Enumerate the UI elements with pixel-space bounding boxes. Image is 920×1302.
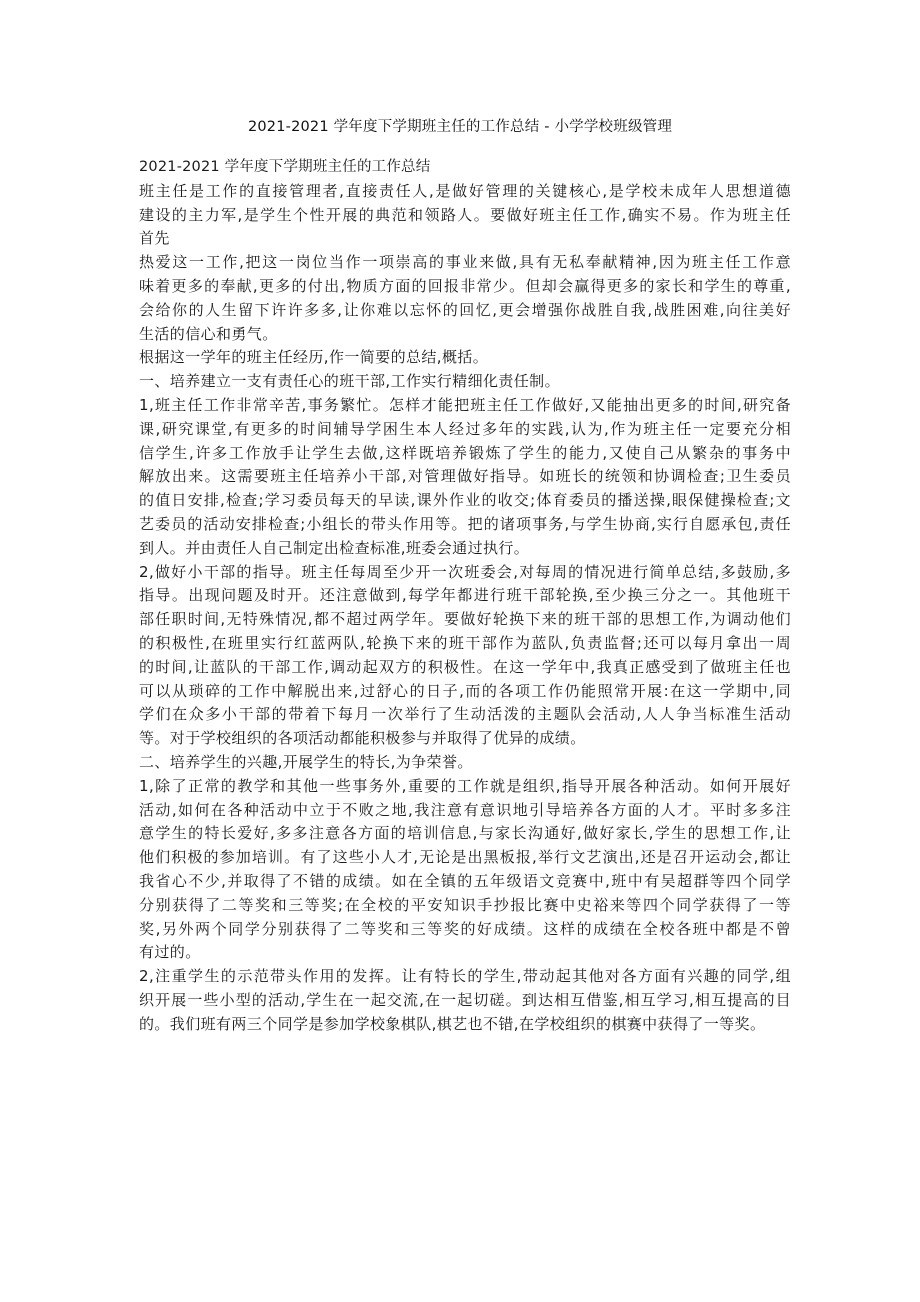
text-line: 学们在众多小干部的带着下每月一次举行了生动活泼的主题队会活动,人人争当标准生活动 bbox=[139, 705, 791, 724]
text-line: 有过的。 bbox=[139, 943, 201, 962]
text-line: 指导。出现问题及时开。还注意做到,每学年都进行班干部轮换,至少换三分之一。其他班干 bbox=[139, 586, 791, 605]
text-line: 信学生,许多工作放手让学生去做,这样既培养锻炼了学生的能力,又使自己从繁杂的事务中 bbox=[139, 443, 791, 462]
text-line: 会给你的人生留下许许多多,让你难以忘怀的回忆,更会增强你战胜自我,战胜困难,向往美好 bbox=[139, 300, 791, 319]
document-body bbox=[139, 156, 791, 1036]
text-line: 2,注重学生的示范带头作用的发挥。让有特长的学生,带动起其他对各方面有兴趣的同学,组 bbox=[139, 967, 791, 986]
text-line: 建设的主力军,是学生个性开展的典范和领路人。要做好班主任工作,确实不易。作为班主任 bbox=[139, 205, 791, 224]
text-line: 1,班主任工作非常辛苦,事务繁忙。怎样才能把班主任工作做好,又能抽出更多的时间,研究备 bbox=[139, 395, 791, 414]
text-line: 的积极性,在班里实行红蓝两队,轮换下来的班干部作为蓝队,负责监督;还可以每月拿出一周 bbox=[139, 633, 791, 652]
text-line: 班主任是工作的直接管理者,直接责任人,是做好管理的关键核心,是学校未成年人思想道德 bbox=[139, 181, 791, 200]
subtitle-paragraph bbox=[139, 156, 791, 180]
text-line: 他们积极的参加培训。有了这些小人才,无论是出黑板报,举行文艺演出,还是召开运动会,都让 bbox=[139, 848, 791, 867]
text-line: 的。我们班有两三个同学是参加学校象棋队,棋艺也不错,在学校组织的棋赛中获得了一等奖。 bbox=[139, 1014, 766, 1033]
text-line: 意学生的特长爱好,多多注意各方面的培训信息,与家长沟通好,做好家长,学生的思想工作,让 bbox=[139, 824, 791, 843]
text-line: 解放出来。这需要班主任培养小干部,对管理做好指导。如班长的统领和协调检查;卫生委员 bbox=[139, 467, 791, 486]
text-line: 的值日安排,检查;学习委员每天的早读,课外作业的收交;体育委员的播送操,眼保健操检查;文 bbox=[139, 491, 791, 510]
text-line: 味着更多的奉献,更多的付出,物质方面的回报非常少。但却会赢得更多的家长和学生的尊重, bbox=[139, 276, 791, 295]
text-line: 课,研究课堂,有更多的时间辅导学困生本人经过多年的实践,认为,作为班主任一定要充分相 bbox=[139, 419, 791, 438]
section-heading-line: 二、培养学生的兴趣,开展学生的特长,为争荣誉。 bbox=[139, 752, 473, 771]
paragraph bbox=[139, 180, 791, 251]
text-line: 艺委员的活动安排检查;小组长的带头作用等。把的诸项事务,与学生协商,实行自愿承包,责任 bbox=[139, 514, 791, 533]
paragraph bbox=[139, 394, 791, 561]
text-line: 分别获得了二等奖和三等奖;在全校的平安知识手抄报比赛中史裕来等四个同学获得了一等 bbox=[139, 895, 791, 914]
text-line: 根据这一学年的班主任经历,作一简要的总结,概括。 bbox=[139, 348, 489, 367]
section-heading bbox=[139, 751, 791, 775]
text-line: 到人。并由责任人自己制定出检查标准,班委会通过执行。 bbox=[139, 538, 530, 557]
text-line: 的时间,让蓝队的干部工作,调动起双方的积极性。在这一学年中,我真正感受到了做班主任也 bbox=[139, 657, 791, 676]
text-line: 生活的信心和勇气。 bbox=[139, 324, 278, 343]
section-heading-line: 一、培养建立一支有责任心的班干部,工作实行精细化责任制。 bbox=[139, 372, 560, 391]
text-line: 热爱这一工作,把这一岗位当作一项崇高的事业来做,具有无私奉献精神,因为班主任工作意 bbox=[139, 253, 791, 272]
document-title: 2021-2021 学年度下学期班主任的工作总结 - 小学学校班级管理 bbox=[247, 119, 673, 135]
text-line: 首先 bbox=[139, 229, 170, 248]
paragraph bbox=[139, 561, 791, 751]
text-line: 1,除了正常的教学和其他一些事务外,重要的工作就是组织,指导开展各种活动。如何开展好 bbox=[139, 776, 791, 795]
paragraph bbox=[139, 965, 791, 1036]
text-line: 部任职时间,无特殊情况,都不超过两学年。要做好轮换下来的班干部的思想工作,为调动他们 bbox=[139, 610, 791, 629]
subtitle-line: 2021-2021 学年度下学期班主任的工作总结 bbox=[139, 159, 431, 175]
paragraph bbox=[139, 775, 791, 965]
paragraph bbox=[139, 251, 791, 346]
text-line: 我省心不少,并取得了不错的成绩。如在全镇的五年级语文竞赛中,班中有吴超群等四个同学 bbox=[139, 871, 791, 890]
text-line: 织开展一些小型的活动,学生在一起交流,在一起切磋。到达相互借鉴,相互学习,相互提高的目 bbox=[139, 990, 791, 1009]
text-line: 等。对于学校组织的各项活动都能积极参与并取得了优异的成绩。 bbox=[139, 729, 586, 748]
text-line: 奖,另外两个同学分别获得了二等奖和三等奖的好成绩。这样的成绩在全校各班中都是不曾 bbox=[139, 919, 791, 938]
text-line: 活动,如何在各种活动中立于不败之地,我注意有意识地引导培养各方面的人才。平时多多注 bbox=[139, 800, 791, 819]
text-line: 2,做好小干部的指导。班主任每周至少开一次班委会,对每周的情况进行简单总结,多鼓励,多 bbox=[139, 562, 791, 581]
section-heading bbox=[139, 370, 791, 394]
text-line: 可以从琐碎的工作中解脱出来,过舒心的日子,而的各项工作仍能照常开展:在这一学期中,同 bbox=[139, 681, 791, 700]
paragraph bbox=[139, 346, 791, 370]
